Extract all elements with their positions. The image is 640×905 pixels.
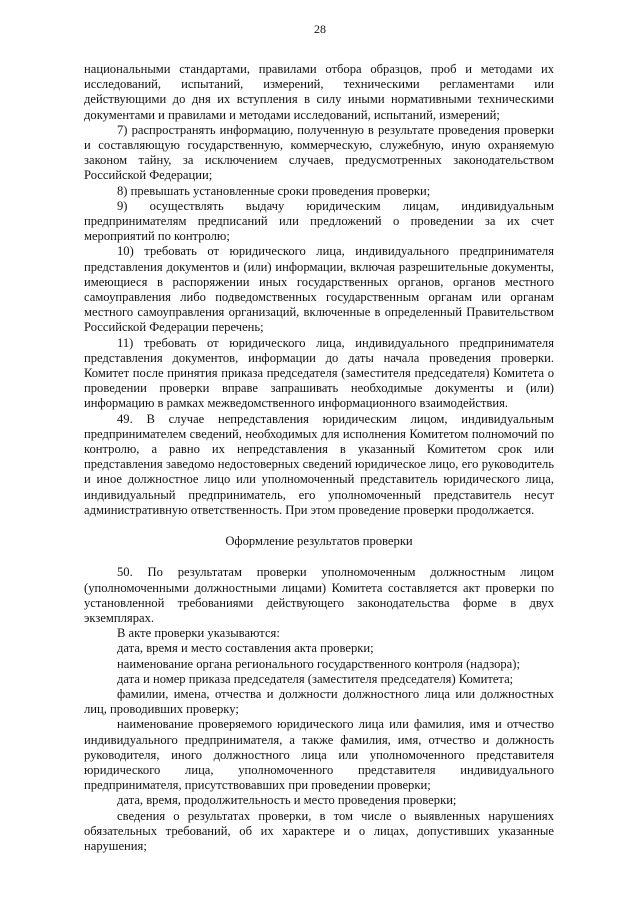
paragraph-item-11: 11) требовать от юридического лица, индивидуального предпринимателя представления документов, информации до даты начала проведения проверки. Комитет после принятия приказа председателя (заместителя председателя) Комитета о проведении проверки вправе запрашивать необходимые документы и (или) информацию в рамках межведомственного информационного взаимодействия. xyxy=(84,335,554,411)
paragraph-continuation: национальными стандартами, правилами отбора образцов, проб и методами их исследований, испытаний, измерений, техническими регламентами или действующими до дня их вступления в силу иными нормативными техническими документами и правилами и методами исследований, испытаний, измерений; xyxy=(84,62,554,122)
paragraph-act-names: фамилии, имена, отчества и должности должностного лица или должностных лиц, проводивших проверку; xyxy=(84,686,554,717)
paragraph-clause-49: 49. В случае непредставления юридическим лицом, индивидуальным предпринимателем сведений, необходимых для исполнения Комитетом полномочий по контролю, а равно их непредставления в указанный Комитетом срок или представления заведомо недостоверных сведений юридическое лицо, его руководитель и иное должностное лицо или уполномоченный представитель юридического лица, индивидуальный предприниматель, его уполномоченный представитель несут административную ответственность. При этом проведение проверки продолжается. xyxy=(84,411,554,517)
paragraph-act-organ: наименование органа регионального государственного контроля (надзора); xyxy=(117,656,520,671)
paragraph-act-order: дата и номер приказа председателя (заместителя председателя) Комитета; xyxy=(117,671,514,686)
paragraph-item-8: 8) превышать установленные сроки проведения проверки; xyxy=(117,183,431,198)
page-number: 28 xyxy=(314,22,326,36)
paragraph-act-results: сведения о результатах проверки, в том числе о выявленных нарушениях обязательных требований, об их характере и о лицах, допустивших указанные нарушения; xyxy=(84,808,554,853)
paragraph-act-duration: дата, время, продолжительность и место проведения проверки; xyxy=(117,793,457,808)
document-body xyxy=(84,62,554,854)
paragraph-act-intro: В акте проверки указываются: xyxy=(117,626,280,641)
paragraph-item-9: 9) осуществлять выдачу юридическим лицам, индивидуальным предпринимателям предписаний или предложений о проведении за их счет мероприятий по контролю; xyxy=(84,198,554,244)
paragraph-clause-50: 50. По результатам проверки уполномоченным должностным лицом (уполномоченными должностными лицами) Комитета составляется акт проверки по установленной требованиями действующего законодательства форме в двух экземплярах. xyxy=(84,565,554,625)
section-heading: Оформление результатов проверки xyxy=(225,534,413,549)
paragraph-act-entity: наименование проверяемого юридического лица или фамилия, имя и отчество индивидуального предпринимателя, а также фамилия, имя, отчество и должность руководителя, иного должностного лица или уполномоченного представителя юридического лица, уполномоченного представителя индивидуального предпринимателя, присутствовавших при проведении проверки; xyxy=(84,717,554,793)
paragraph-item-10: 10) требовать от юридического лица, индивидуального предпринимателя представления документов и (или) информации, включая разрешительные документы, имеющиеся в распоряжении иных государственных органов, органов местного самоуправления либо подведомственных государственным органам или органам местного самоуправления организаций, включенные в определенный Правительством Российской Федерации перечень; xyxy=(84,244,554,335)
paragraph-act-date-place: дата, время и место составления акта проверки; xyxy=(117,641,374,656)
paragraph-item-7: 7) распространять информацию, полученную в результате проведения проверки и составляющую государственную, коммерческую, служебную, иную охраняемую законом тайну, за исключением случаев, предусмотренных законодательством Российской Федерации; xyxy=(84,122,554,183)
